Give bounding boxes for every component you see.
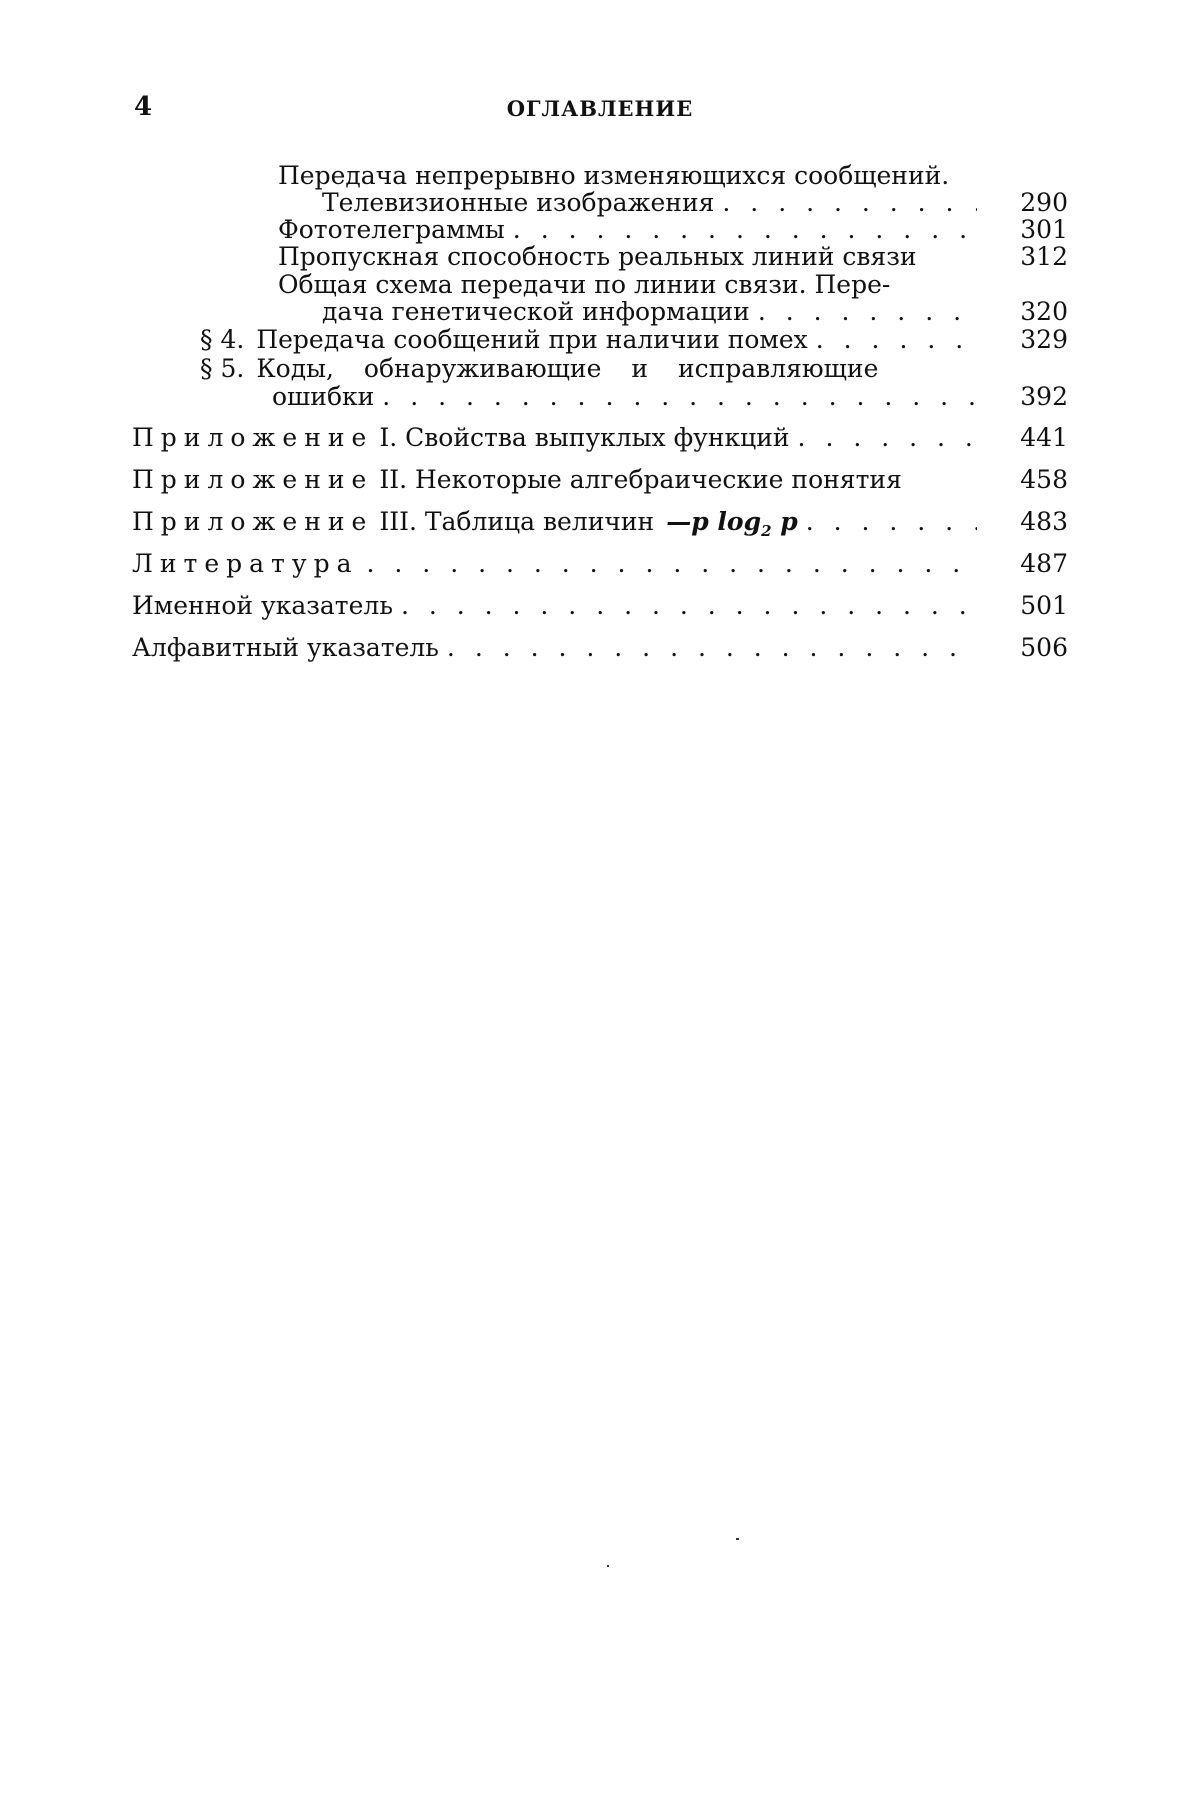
toc-entry-appendix-2 — [132, 466, 977, 494]
toc-page-ref: 506 — [1020, 633, 1068, 662]
toc-entry-channel-capacity — [278, 243, 977, 271]
toc-entry-section-4 — [200, 326, 977, 354]
toc-entry-title: Общая схема передачи по линии связи. Пере- — [278, 270, 891, 299]
toc-page-ref: 290 — [1020, 188, 1068, 217]
appendix-word: Приложение — [132, 507, 374, 536]
page-number: 4 — [134, 92, 153, 122]
toc-page-ref: 487 — [1020, 549, 1068, 578]
toc-entry-general-scheme — [278, 271, 977, 299]
formula-main: —p log — [666, 507, 762, 536]
dot-leader — [714, 189, 977, 217]
toc-entry-title: Пропускная способность реальных линий связи — [278, 242, 917, 271]
toc-entry-literature — [132, 550, 977, 578]
toc-entry-television — [322, 189, 977, 217]
running-title: ОГЛАВЛЕНИЕ — [506, 96, 694, 121]
toc-entry-title: Телевизионные изображения — [322, 188, 715, 217]
scan-speck — [607, 1565, 609, 1567]
toc-entry-title: II. Некоторые алгебраические понятия — [379, 465, 902, 494]
toc-page-ref: 458 — [1020, 465, 1068, 494]
formula-tail: p — [771, 507, 798, 536]
toc-page-ref: 312 — [1020, 242, 1068, 271]
scan-speck — [736, 1538, 739, 1540]
toc-entry-subject-index — [132, 634, 977, 662]
toc-page-ref: 483 — [1020, 507, 1068, 536]
formula — [666, 508, 797, 545]
appendix-word: Приложение — [132, 465, 374, 494]
toc-entry-appendix-3 — [132, 508, 977, 545]
toc-entry-title: ошибки — [272, 382, 375, 411]
dot-leader — [798, 508, 977, 536]
toc-entry-title: Алфавитный указатель — [132, 633, 439, 662]
toc-entry-continuous-messages — [278, 162, 978, 190]
toc-entry-genetic-info — [322, 298, 977, 326]
toc-entry-title: Коды, обнаруживающие и исправляющие — [256, 354, 879, 383]
toc-entry-title: Передача сообщений при наличии помех — [256, 325, 808, 354]
toc-entry-appendix-1 — [132, 424, 977, 452]
dot-leader — [750, 298, 977, 326]
toc-page-ref: 329 — [1020, 325, 1068, 354]
toc-page-ref: 301 — [1020, 215, 1068, 244]
toc-entry-section-5 — [200, 355, 977, 383]
toc-entry-name-index — [132, 592, 977, 620]
dot-leader — [393, 592, 977, 620]
dot-leader — [439, 634, 977, 662]
toc-entry-title: Именной указатель — [132, 591, 393, 620]
section-marker: § 5. — [200, 354, 245, 383]
toc-entry-title: Литература — [132, 549, 359, 578]
toc-entry-title: I. Свойства выпуклых функций — [379, 423, 790, 452]
toc-entry-title: Передача непрерывно изменяющихся сообщений. — [278, 161, 950, 190]
dot-leader — [359, 550, 977, 578]
toc-entry-title: дача генетической информации — [322, 297, 750, 326]
dot-leader — [808, 326, 977, 354]
toc-page-ref: 320 — [1020, 297, 1068, 326]
toc-page-ref: 501 — [1020, 591, 1068, 620]
toc-page-ref: 441 — [1020, 423, 1068, 452]
toc-entry-title: III. Таблица величин — [379, 507, 655, 536]
dot-leader — [374, 383, 977, 411]
toc-page-ref: 392 — [1020, 382, 1068, 411]
appendix-word: Приложение — [132, 423, 374, 452]
toc-entry-section-5-cont — [272, 383, 977, 411]
toc-entry-title: Фототелеграммы — [278, 215, 505, 244]
toc-entry-phototelegrams — [278, 216, 977, 244]
formula-subscript: 2 — [761, 522, 772, 540]
section-marker: § 4. — [200, 325, 245, 354]
dot-leader — [505, 216, 977, 244]
dot-leader — [790, 424, 977, 452]
